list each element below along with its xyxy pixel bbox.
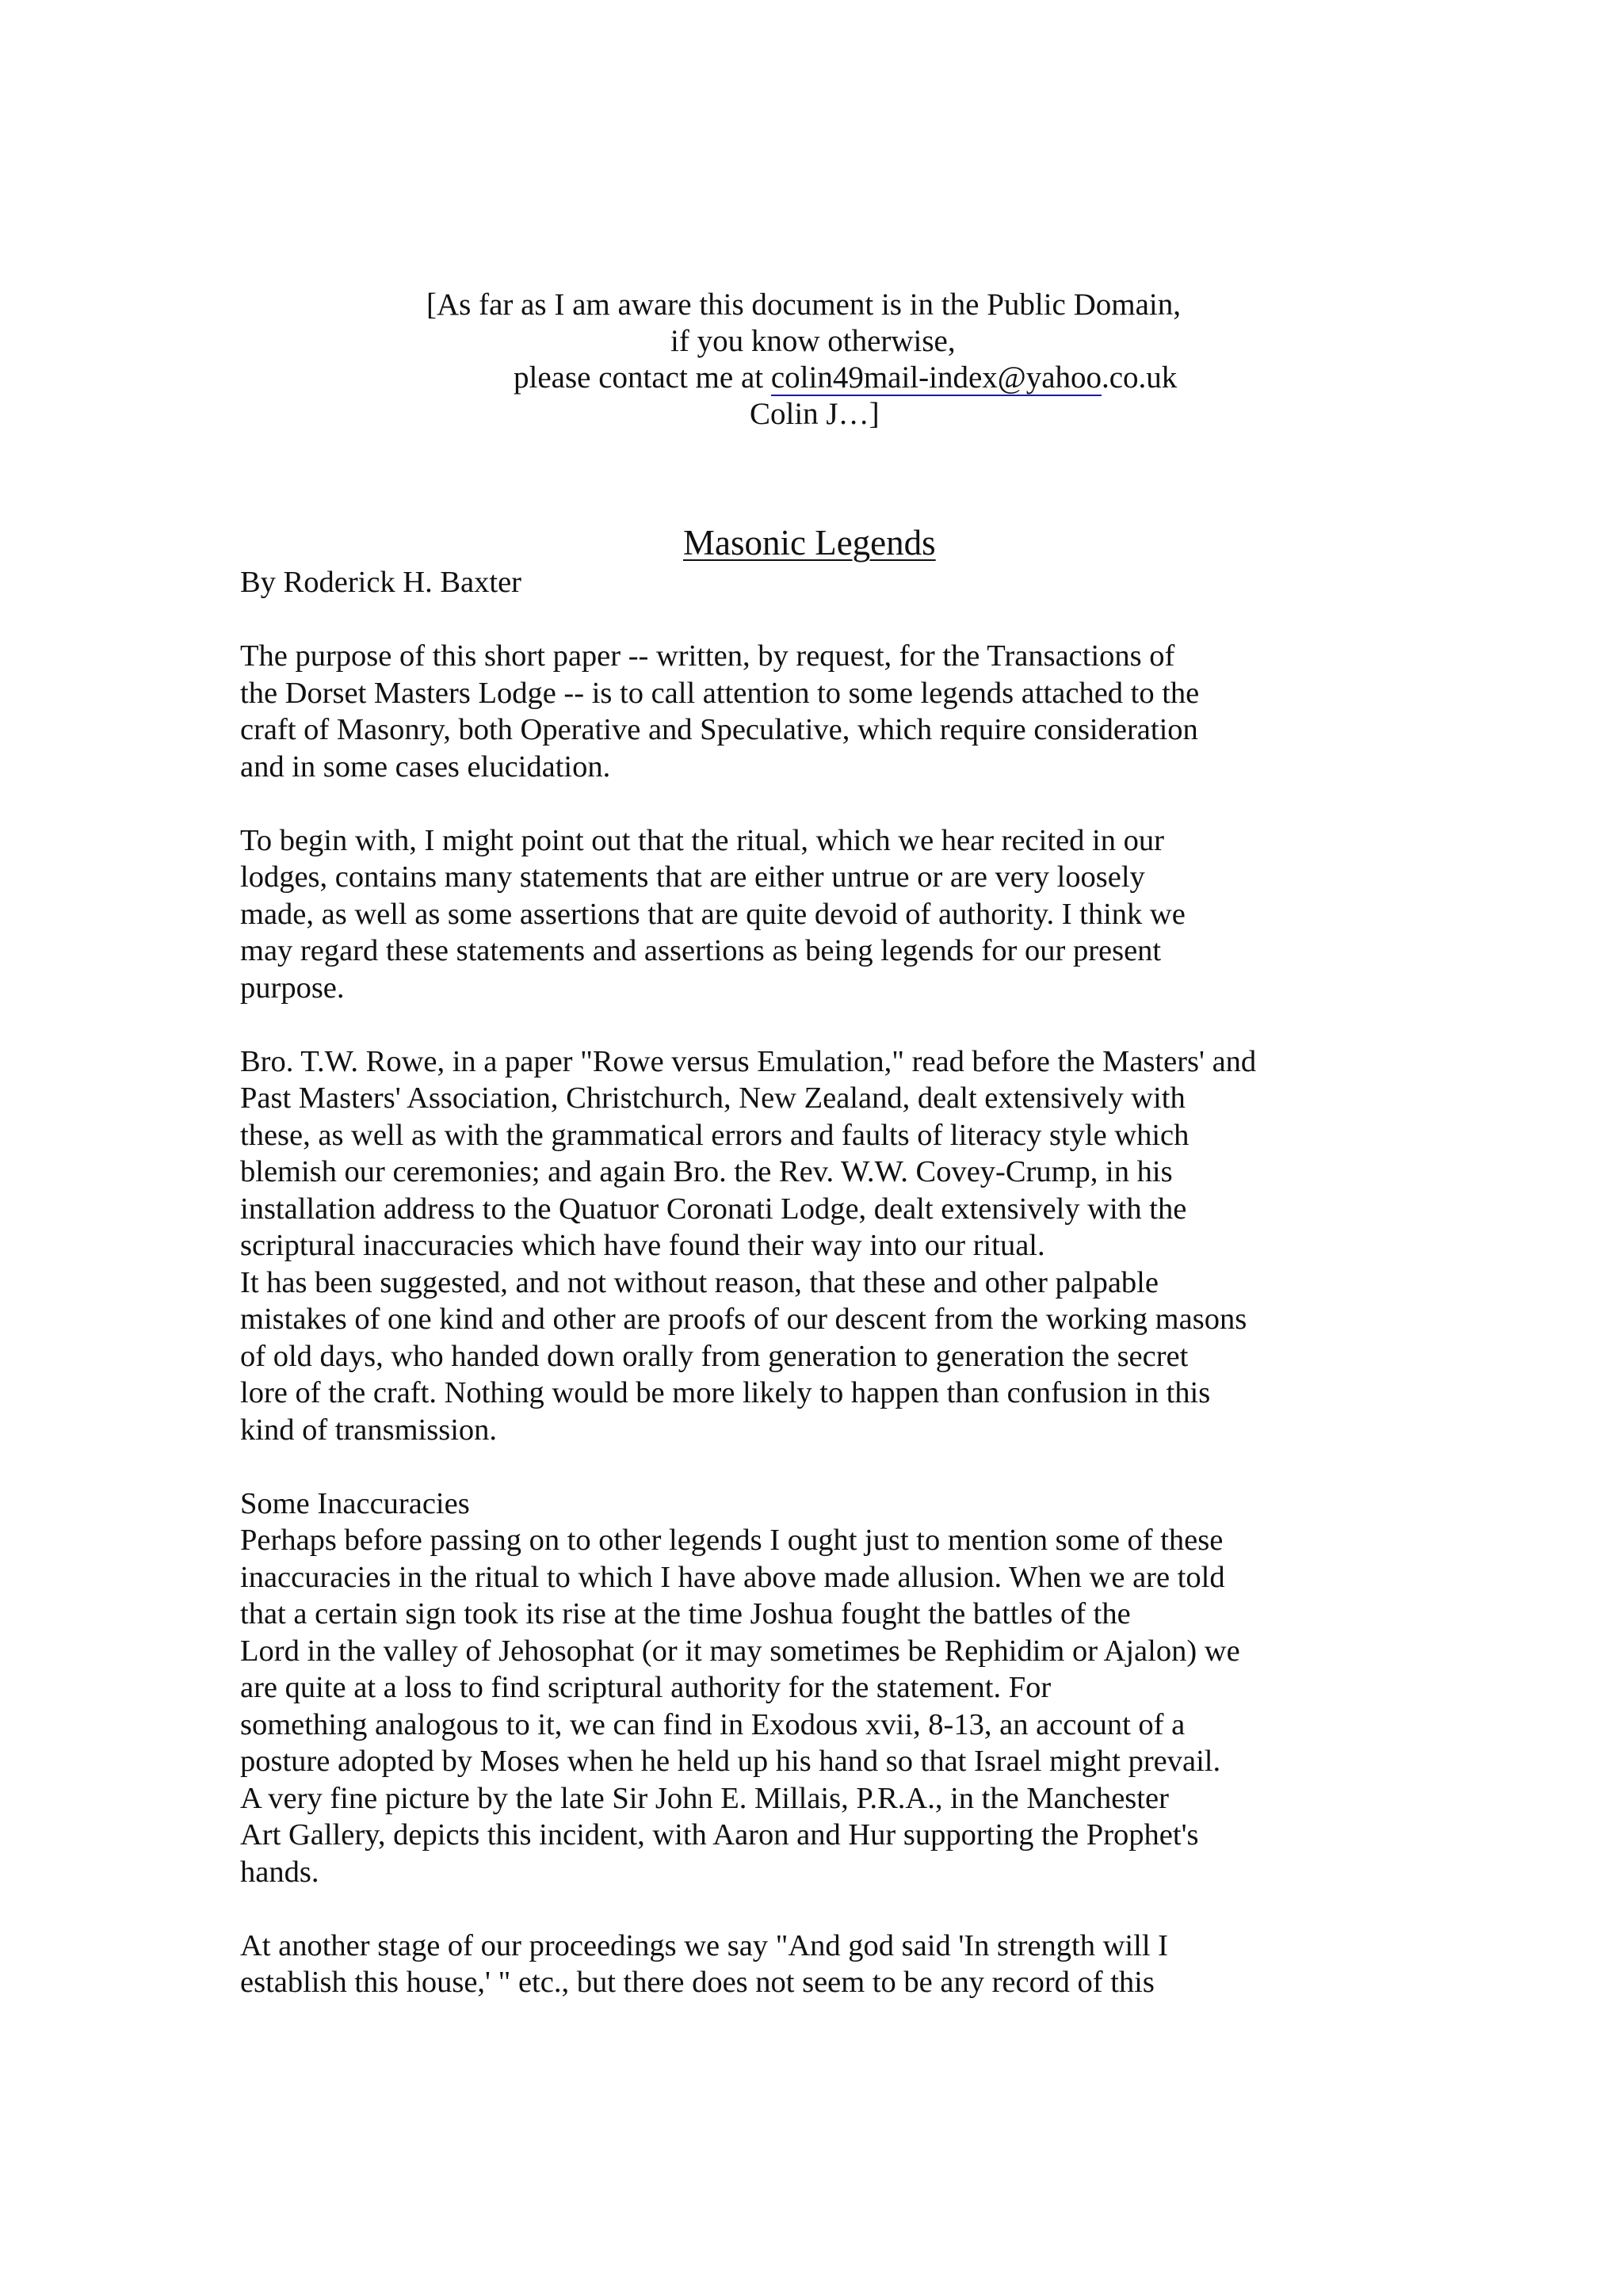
- text-line: It has been suggested, and not without reason, that these and other palpable: [240, 1265, 1159, 1299]
- paragraph: [240, 638, 1365, 785]
- text-line: The purpose of this short paper -- written, by request, for the Transactions of: [240, 639, 1175, 673]
- text-line: may regard these statements and assertions as being legends for our present: [240, 934, 1162, 967]
- text-line: mistakes of one kind and other are proofs of our descent from the working masons: [240, 1302, 1247, 1336]
- notice-signature: Colin J…]: [750, 397, 880, 431]
- text-line: these, as well as with the grammatical errors and faults of literacy style which: [240, 1118, 1190, 1152]
- text-line: Perhaps before passing on to other legends I ought just to mention some of these: [240, 1524, 1224, 1557]
- paragraph-spacer: [240, 1890, 1365, 1928]
- text-line: installation address to the Quatuor Coronati Lodge, dealt extensively with the: [240, 1192, 1187, 1226]
- text-line: are quite at a loss to find scriptural authority for the statement. For: [240, 1671, 1052, 1704]
- text-line: scriptural inaccuracies which have found their way into our ritual.: [240, 1229, 1045, 1262]
- text-line: At another stage of our proceedings we say "And god said 'In strength will I: [240, 1928, 1168, 1962]
- text-line: something analogous to it, we can find in Exodous xvii, 8-13, an account of a: [240, 1707, 1186, 1741]
- text-line: hands.: [240, 1855, 319, 1889]
- paragraph-spacer: [240, 1448, 1365, 1486]
- text-line: craft of Masonry, both Operative and Speculative, which require consideration: [240, 713, 1198, 746]
- text-line: posture adopted by Moses when he held up his hand so that Israel might prevail.: [240, 1745, 1221, 1778]
- text-line: that a certain sign took its rise at the time Joshua fought the battles of the: [240, 1597, 1131, 1630]
- paragraph: [240, 822, 1365, 1007]
- paragraph: [240, 1928, 1365, 2001]
- paragraph: [240, 1486, 1365, 1891]
- text-line: blemish our ceremonies; and again Bro. the Rev. W.W. Covey-Crump, in his: [240, 1155, 1173, 1188]
- paragraph-spacer: [240, 1006, 1365, 1043]
- text-line: Past Masters' Association, Christchurch, New Zealand, dealt extensively with: [240, 1081, 1186, 1115]
- text-line: the Dorset Masters Lodge -- is to call attention to some legends attached to the: [240, 676, 1200, 710]
- text-line: of old days, who handed down orally from generation to generation the secret: [240, 1339, 1189, 1373]
- paragraph-spacer: [240, 601, 1365, 639]
- notice-line: [As far as I am aware this document is in the Public Domain,: [426, 288, 1182, 322]
- text-line: A very fine picture by the late Sir John E. Millais, P.R.A., in the Manchester: [240, 1781, 1169, 1815]
- text-line: To begin with, I might point out that the ritual, which we hear recited in our: [240, 823, 1164, 857]
- notice-contact-line: [0, 360, 1623, 396]
- text-line: and in some cases elucidation.: [240, 749, 611, 784]
- document-title: [0, 521, 1623, 564]
- text-line: lodges, contains many statements that are either untrue or are very loosely: [240, 860, 1145, 894]
- text-line: Lord in the valley of Jehosophat (or it may sometimes be Rephidim or Ajalon) we: [240, 1634, 1240, 1668]
- text-line: inaccuracies in the ritual to which I have above made allusion. When we are told: [240, 1560, 1225, 1594]
- public-domain-notice: [0, 287, 1623, 433]
- email-link[interactable]: colin49mail-index@yahoo: [770, 360, 1102, 395]
- text-line: kind of transmission.: [240, 1413, 498, 1447]
- paragraph-spacer: [240, 785, 1365, 822]
- text-line: Bro. T.W. Rowe, in a paper "Rowe versus Emulation," read before the Masters' and: [240, 1044, 1257, 1078]
- text-line: purpose.: [240, 971, 345, 1005]
- text-line: establish this house,' " etc., but there does not seem to be any record of this: [240, 1966, 1155, 1999]
- text-line: made, as well as some assertions that are quite devoid of authority. I think we: [240, 897, 1186, 931]
- paragraph: [240, 1043, 1365, 1449]
- text-line: Art Gallery, depicts this incident, with Aaron and Hur supporting the Prophet's: [240, 1818, 1199, 1852]
- notice-contact-suffix: .co.uk: [1102, 360, 1178, 395]
- section-heading: Some Inaccuracies: [240, 1486, 470, 1520]
- notice-line: if you know otherwise,: [670, 324, 956, 358]
- document-body: [240, 564, 1365, 2001]
- document-title-text: Masonic Legends: [683, 523, 936, 563]
- author-line: By Roderick H. Baxter: [240, 566, 521, 599]
- notice-contact-prefix: please contact me at: [514, 360, 771, 395]
- text-line: lore of the craft. Nothing would be more likely to happen than confusion in this: [240, 1376, 1211, 1409]
